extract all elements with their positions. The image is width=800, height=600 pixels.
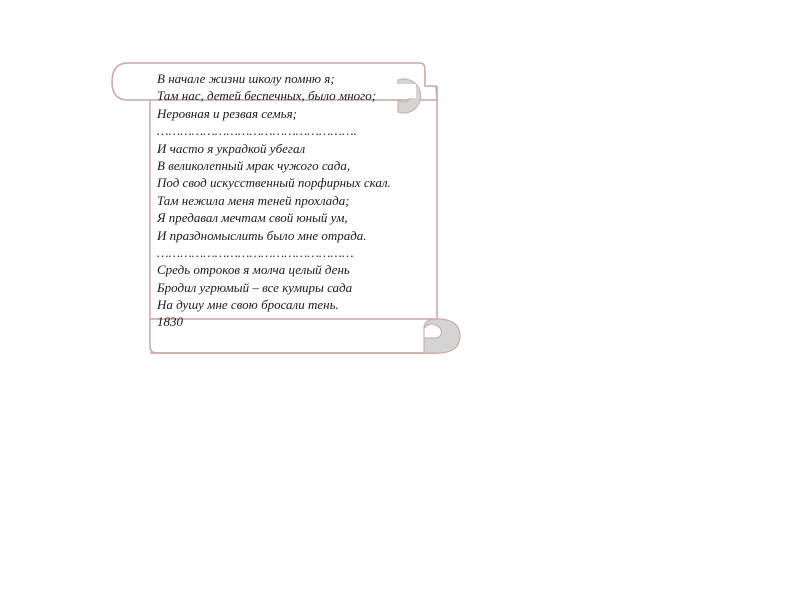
poem-line: И праздномыслить было мне отрада. <box>157 227 367 243</box>
poem-line: Неровная и резвая семья; <box>157 105 297 121</box>
poem-year: 1830 <box>157 314 183 330</box>
poem-text <box>157 70 457 331</box>
poem-line: Средь отроков я молча целый день <box>157 262 350 278</box>
poem-line: Под свод искусственный порфирных скал. <box>157 175 391 191</box>
poem-line: И часто я украдкой убегал <box>157 140 306 156</box>
poem-line: Бродил угрюмый – все кумиры сада <box>157 279 353 295</box>
poem-line: Там нежила меня теней прохлада; <box>157 192 350 208</box>
poem-line: В начале жизни школу помню я; <box>157 71 335 86</box>
poem-ellipsis-line: ……………………………………………. <box>157 123 357 139</box>
poem-line: В великолепный мрак чужого сада, <box>157 157 351 173</box>
poem-line: На душу мне свою бросали тень. <box>157 297 339 313</box>
poem-line: Я предавал мечтам свой юный ум, <box>157 210 348 226</box>
poem-line: Там нас, детей беспечных, было много; <box>157 88 377 104</box>
poem-ellipsis-line: …………………………………………… <box>157 244 354 260</box>
